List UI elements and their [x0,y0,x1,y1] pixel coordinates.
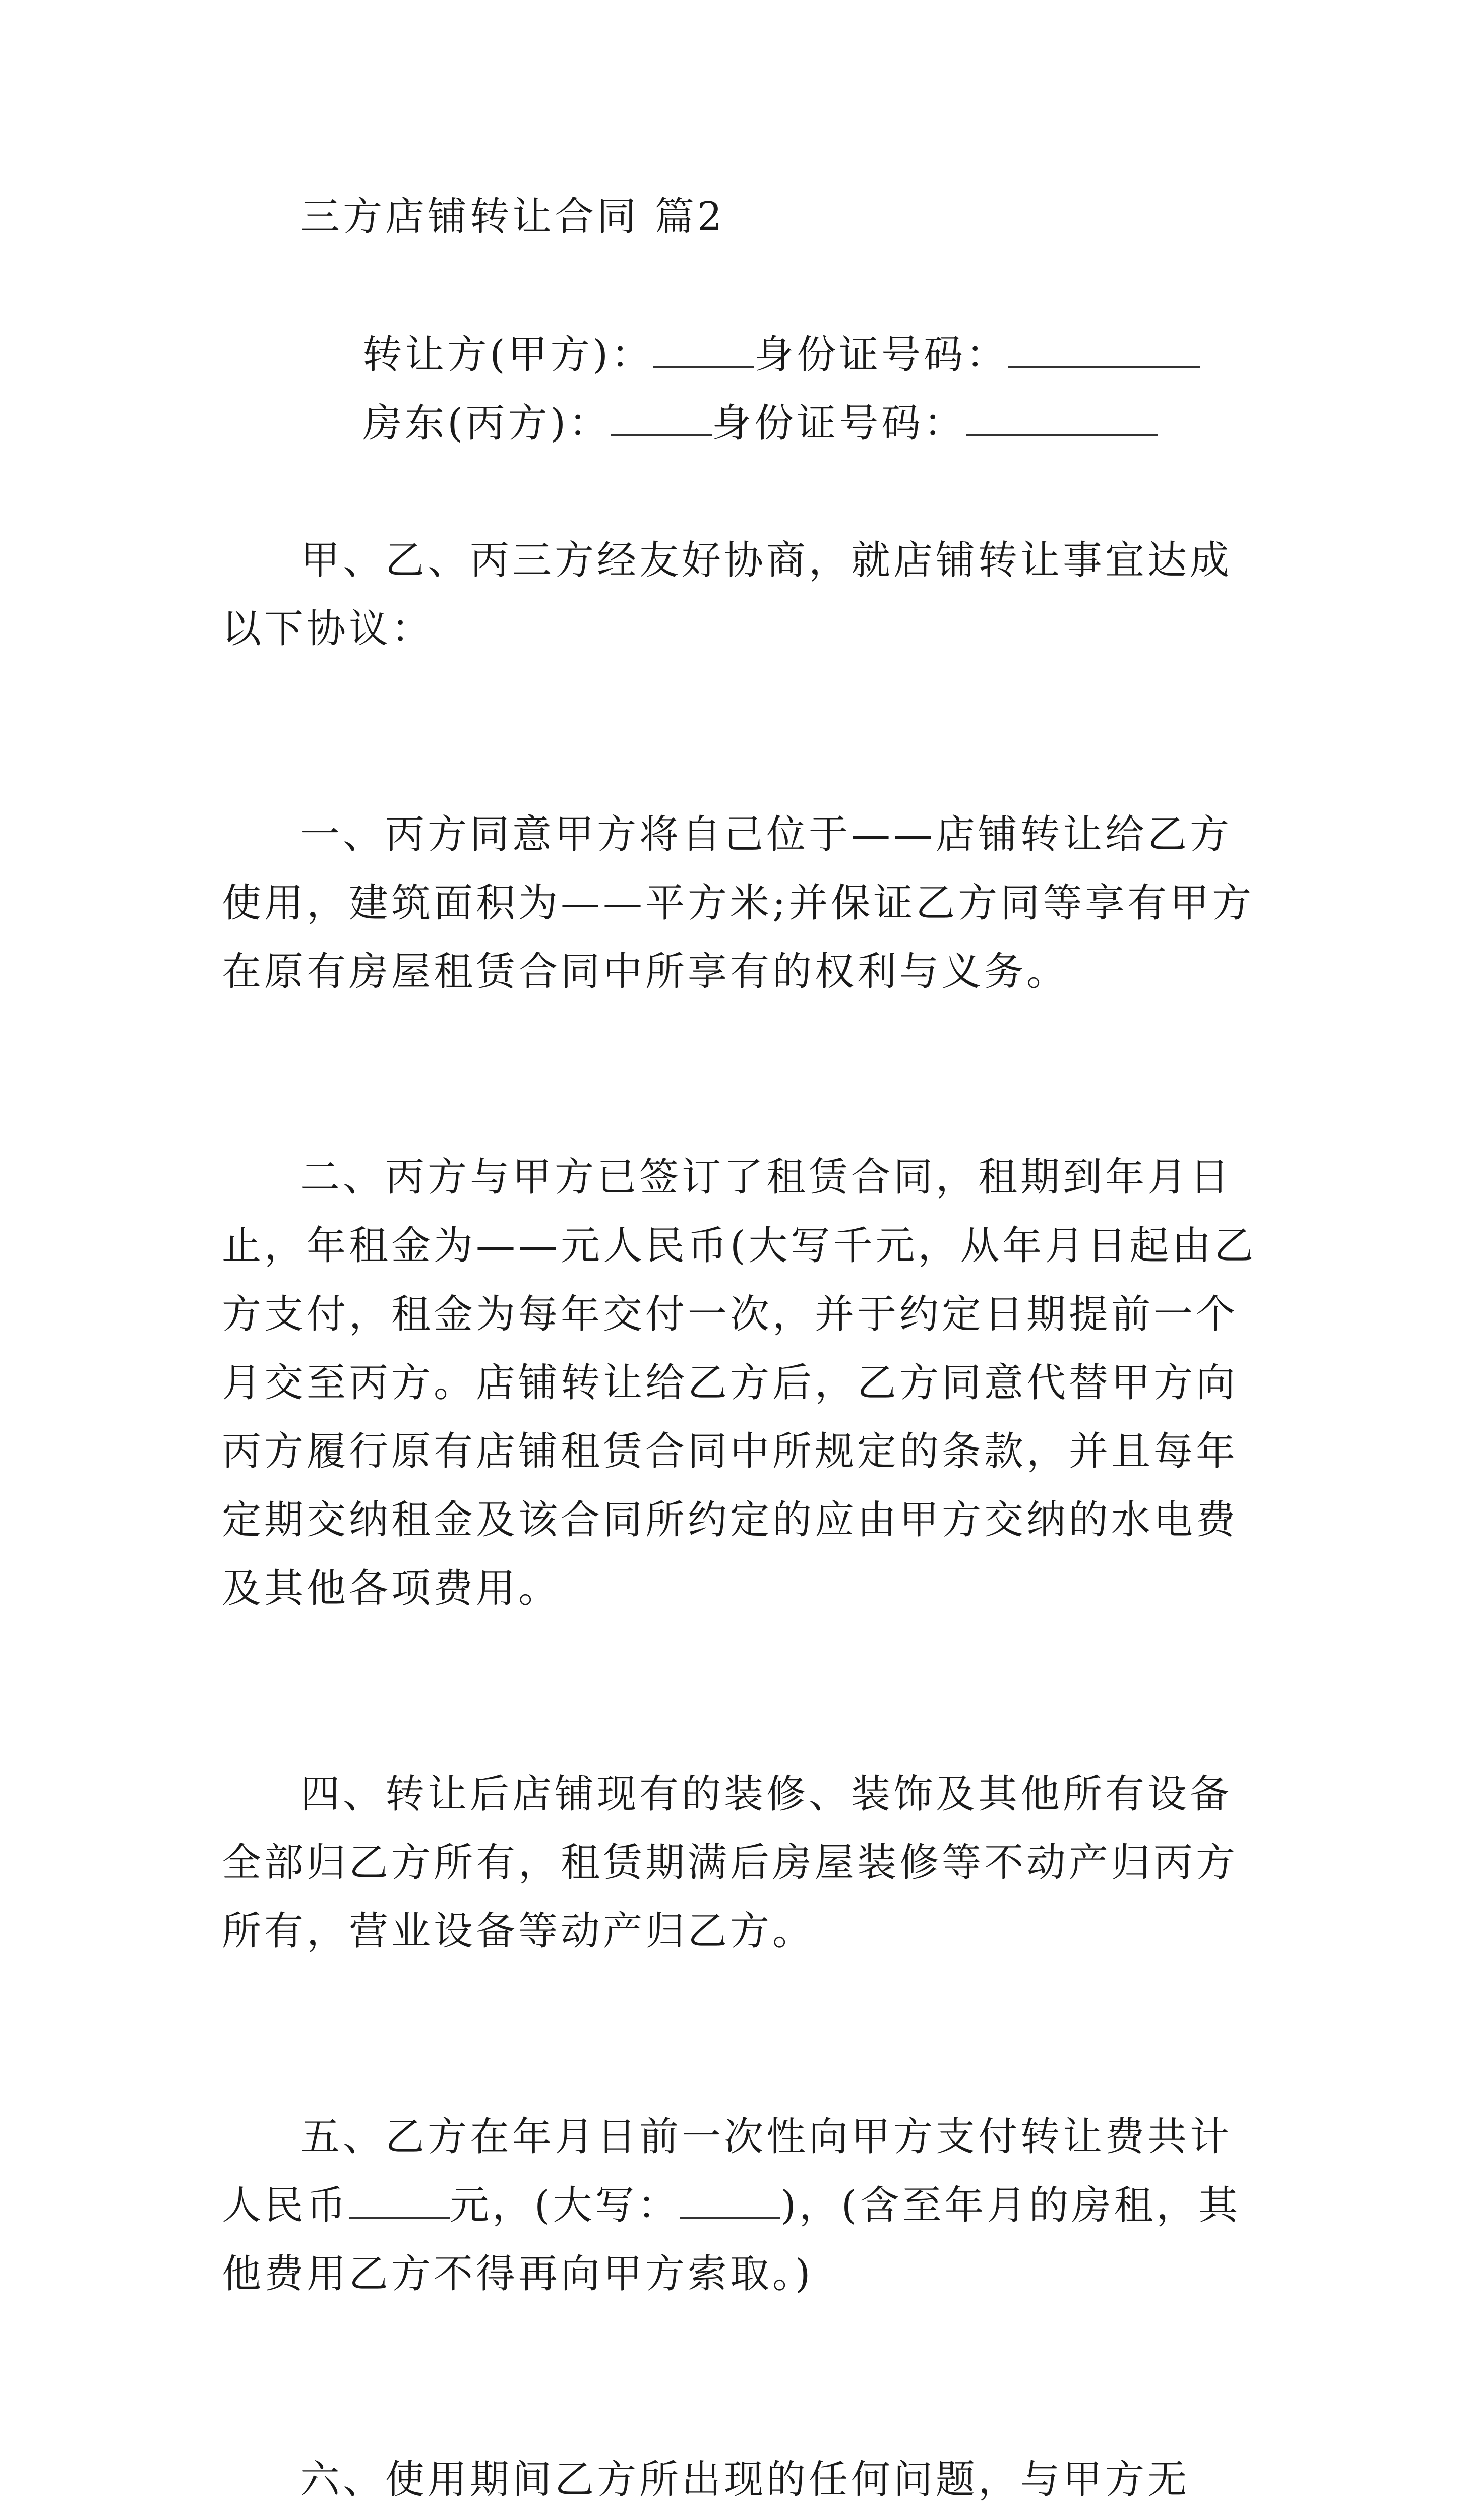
clause-1: 一、丙方同意甲方将自己位于——店铺转让给乙方使用，建筑面积为——平方米;并保证乙方同等享有甲方在原有房屋租赁合同中所享有的权利与义务。 [222,812,1255,994]
transfer-fee-blank [349,2183,450,2219]
clause-5-part-1: 五、乙方在年月日前一次性向甲方支付转让费共计人民币 [222,2114,1233,2228]
transfer-fee-uppercase-blank [680,2183,780,2219]
document-body [222,389,1260,2520]
intro-paragraph: 甲、乙、丙三方经友好协商，就店铺转让事宜达成以下协议： [222,538,1233,652]
clause-6: 六、使用期间乙方所出现的任何问题，与甲方无 [300,2457,1190,2502]
party-a-label: 转让方(甲方)： [362,332,654,377]
clause-4: 四、转让后店铺现有的装修、装饰及其他所有设备全部归乙方所有，租赁期满后房屋装修等不动产归丙方所有，营业设备等动产归乙方。 [222,1772,1239,1954]
clause-5-part-2: 元，(大写： [450,2183,680,2228]
clause-5 [222,2103,1260,2308]
clause-5-part-3: )，(含至年月的房租，其他费用乙方不得再向甲方索取。) [222,2183,1241,2297]
party-c-label: 房东(丙方)： [362,401,612,446]
clause-2: 二、丙方与甲方已签订了租赁合同，租期到年月日止，年租金为——元人民币(大写千元，从年月日起由乙方支付，租金为每年交付一次，并于约定日期提前一个月交至丙方。店铺转让给乙方后，乙方同意代替甲方向丙方履行原有店铺租赁合同中所规定的条款，并且每年定期交纳租金及该合同所约定的应由甲方交纳的水电费及其他各项费用。 [222,1155,1257,1611]
document-title: 三方店铺转让合同 篇2 [300,194,725,239]
party-a-id-label: 身份证号码： [754,332,1009,377]
party-c-id-label: 身份证号码： [712,401,966,446]
